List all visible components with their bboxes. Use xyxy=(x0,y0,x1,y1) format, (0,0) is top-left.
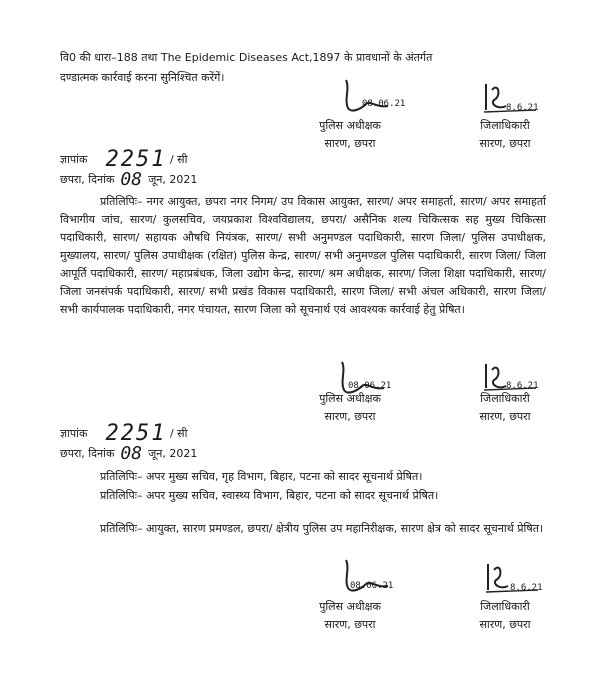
dm-designation-3 xyxy=(460,598,550,634)
dm-title: जिलाधिकारी xyxy=(480,119,530,132)
sp-designation-3 xyxy=(300,598,400,634)
dm-place: सारण, छपरा xyxy=(479,137,531,150)
dm-title: जिलाधिकारी xyxy=(480,392,530,405)
dm-title: जिलाधिकारी xyxy=(480,600,530,613)
intro-line-2: दण्डात्मक कार्रवाई करना सुनिश्चित करेंगें। xyxy=(60,71,225,84)
sp-signature-date-2: 08.06.21 xyxy=(348,381,392,391)
cc-block-1: प्रतिलिपिः– नगर आयुक्त, छपरा नगर निगम/ उप विकास आयुक्त, सारण/ अपर समाहर्ता, सारण/ अपर समाहर्ता विभागीय जांच, सारण/ कुलसचिव, जयप्रकाश विश्वविद्यालय, छपरा/ असैनिक शल्य चिकित्सक सह मुख्य चिकित्सा पदाधिकारी, सारण/ सहायक औषधि नियंत्रक, सारण/ सभी अनुमण्डल पदाधिकारी, सारण जिला/ पुलिस उपाधीक्षक, मुख्यालय, सारण/ पुलिस उपाधीक्षक (रक्षित) पुलिस केन्द्र, सारण/ सभी अनुमण्डल पुलिस पदाधिकारी, सारण जिला/ जिला आपूर्ति पदाधिकारी, सारण/ महाप्रबंधक, जिला उद्योग केन्द्र, सारण/ श्रम अधीक्षक, सारण/ जिला शिक्षा पदाधिकारी, सारण/ जिला जनसंपर्क पदाधिकारी, सारण/ सभी प्रखंड विकास पदाधिकारी, सारण जिला/ सभी अंचल अधिकारी, सारण जिला/ सभी कार्यपालक पदाधिकारी, नगर पंचायत, सारण जिला को सूचनार्थ एवं आवश्यक कार्रवाई हेतु प्रेषित। xyxy=(60,195,546,316)
memo-date-1: छपरा, दिनांक 08 जून, 2021 xyxy=(60,169,198,190)
cc-line-3: प्रतिलिपिः– आयुक्त, सारण प्रमण्डल, छपरा/ क्षेत्रीय पुलिस उप महानिरीक्षक, सारण क्षेत्र को सादर सूचनार्थ प्रेषित। xyxy=(100,522,544,535)
memo-date-2: छपरा, दिनांक 08 जून, 2021 xyxy=(60,443,198,464)
sp-title: पुलिस अधीक्षक xyxy=(319,392,381,405)
sp-designation-2 xyxy=(300,390,400,426)
memo-number-handwritten: 2251 xyxy=(105,421,167,446)
dm-place: सारण, छपरा xyxy=(479,618,531,631)
intro-line-1: वि0 की धारा–188 तथा The Epidemic Diseases Act,1897 के प्रावधानों के अंतर्गत xyxy=(60,51,433,64)
dm-designation-2 xyxy=(460,390,550,426)
memo-number-1: ज्ञापांक 2251 / सी xyxy=(60,147,188,172)
sp-title: पुलिस अधीक्षक xyxy=(319,600,381,613)
dm-place: सारण, छपरा xyxy=(479,410,531,423)
sp-place: सारण, छपरा xyxy=(324,410,376,423)
memo-day-handwritten: 08 xyxy=(120,169,143,190)
sp-signature-date-3: 08.06.21 xyxy=(350,581,394,591)
sp-title: पुलिस अधीक्षक xyxy=(319,119,381,132)
cc-line-2: प्रतिलिपिः– अपर मुख्य सचिव, स्वास्थ्य विभाग, बिहार, पटना को सादर सूचनार्थ प्रेषित। xyxy=(100,489,439,502)
sp-place: सारण, छपरा xyxy=(324,137,376,150)
memo-day-handwritten: 08 xyxy=(120,443,143,464)
sp-place: सारण, छपरा xyxy=(324,618,376,631)
memo-number-2: ज्ञापांक 2251 / सी xyxy=(60,421,188,446)
dm-signature-date-2: 8.6.21 xyxy=(506,381,539,391)
memo-number-handwritten: 2251 xyxy=(105,147,167,172)
dm-signature-date-1: 8.6.21 xyxy=(506,103,539,113)
sp-signature-date-1: 08.06.21 xyxy=(362,99,406,109)
sp-designation-1 xyxy=(300,117,400,153)
dm-designation-1 xyxy=(460,117,550,153)
dm-signature-date-3: 8.6.21 xyxy=(510,583,543,593)
cc-line-1: प्रतिलिपिः– अपर मुख्य सचिव, गृह विभाग, बिहार, पटना को सादर सूचनार्थ प्रेषित। xyxy=(100,470,423,483)
